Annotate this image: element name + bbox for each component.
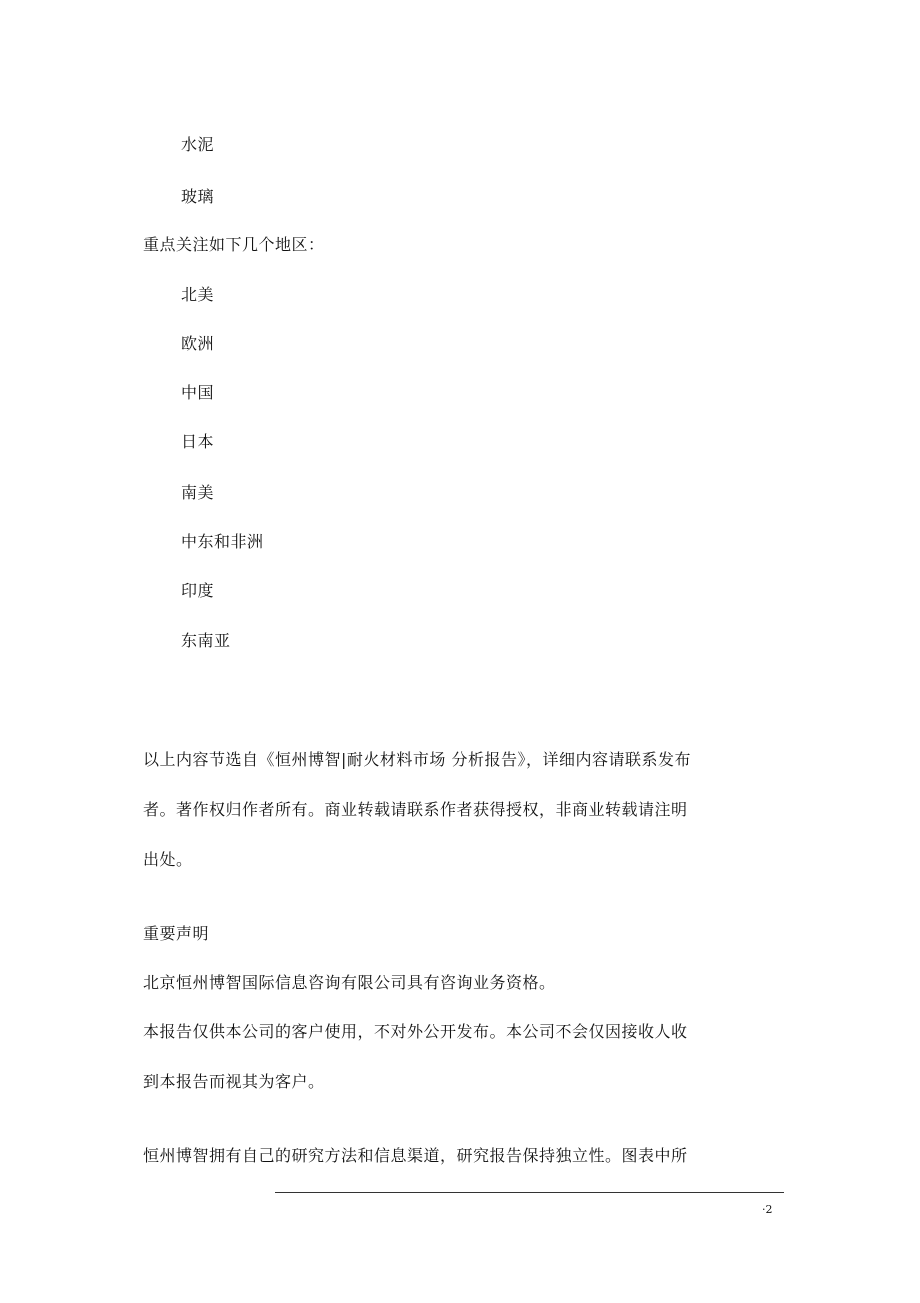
region-item-south-america: 南美 (181, 483, 215, 502)
footer-rule (275, 1192, 784, 1193)
industry-item-cement: 水泥 (181, 135, 215, 154)
excerpt-note-line-2: 者。著作权归作者所有。商业转载请联系作者获得授权，非商业转载请注明 (143, 800, 688, 819)
region-item-europe: 欧洲 (181, 334, 215, 353)
page-number: ·2 (762, 1203, 773, 1216)
excerpt-note-line-3: 出处。 (143, 850, 193, 869)
region-item-china: 中国 (181, 383, 215, 402)
regions-heading: 重点关注如下几个地区： (143, 235, 325, 254)
region-item-japan: 日本 (181, 432, 215, 451)
disclaimer-heading: 重要声明 (143, 924, 210, 943)
disclaimer-qualification: 北京恒州博智国际信息咨询有限公司具有咨询业务资格。 (143, 973, 556, 992)
region-item-middle-east-africa: 中东和非洲 (181, 532, 264, 551)
region-item-north-america: 北美 (181, 285, 215, 304)
region-item-southeast-asia: 东南亚 (181, 631, 231, 650)
disclaimer-independence-line-1: 恒州博智拥有自己的研究方法和信息渠道，研究报告保持独立性。图表中所 (143, 1146, 688, 1165)
excerpt-note-line-1: 以上内容节选自《恒州博智|耐火材料市场 分析报告》，详细内容请联系发布 (143, 750, 691, 769)
disclaimer-clients-line-1: 本报告仅供本公司的客户使用，不对外公开发布。本公司不会仅因接收人收 (143, 1022, 688, 1041)
disclaimer-clients-line-2: 到本报告而视其为客户。 (143, 1072, 325, 1091)
industry-item-glass: 玻璃 (181, 187, 215, 206)
region-item-india: 印度 (181, 581, 215, 600)
